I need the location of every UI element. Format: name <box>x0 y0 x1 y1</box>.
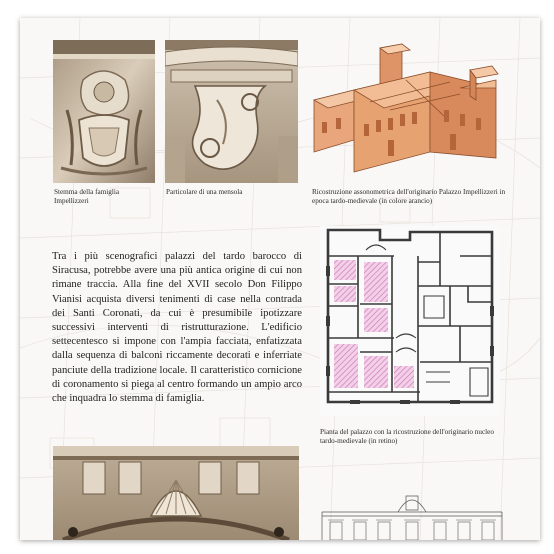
axonometric-reconstruction-drawing <box>310 40 506 183</box>
poster-page <box>20 18 540 540</box>
bracket-detail-photo <box>165 40 298 183</box>
coat-of-arms-photo <box>53 40 155 183</box>
facade-elevation-drawing <box>318 484 506 540</box>
body-paragraph: Tra i più scenografici palazzi del tardo barocco di Siracusa, potrebbe avere una più antica origine di cui non rimane traccia. Alla fine del XVII secolo Don Filippo Vianisi acquista diversi tenimenti di case nella contrada dei Santi Coronati, da cui è presumibile ipotizzare successivi interventi di ristrutturazione. L'edificio settecentesco si impone con l'ampia facciata, enfatizzata dalla sequenza di balconi riccamente decorati e inferriate panciute della tradizione locale. Il caratteristico cornicione di coronamento si piega al centro formando un ampio arco che inquadra lo stemma di famiglia. <box>52 251 302 405</box>
caption-axonometric: Ricostruzione assonometrica dell'originario Palazzo Impellizzeri in epoca tardo-medievale (in colore arancio) <box>312 188 506 205</box>
caption-floor-plan: Pianta del palazzo con la ricostruzione dell'originario nucleo tardo-medievale (in retino) <box>320 428 494 445</box>
floor-plan-drawing <box>320 226 500 416</box>
caption-bracket: Particolare di una mensola <box>166 188 243 196</box>
caption-coat-of-arms: Stemma della famiglia Impellizzeri <box>54 188 120 205</box>
facade-cornice-photo <box>53 446 299 540</box>
